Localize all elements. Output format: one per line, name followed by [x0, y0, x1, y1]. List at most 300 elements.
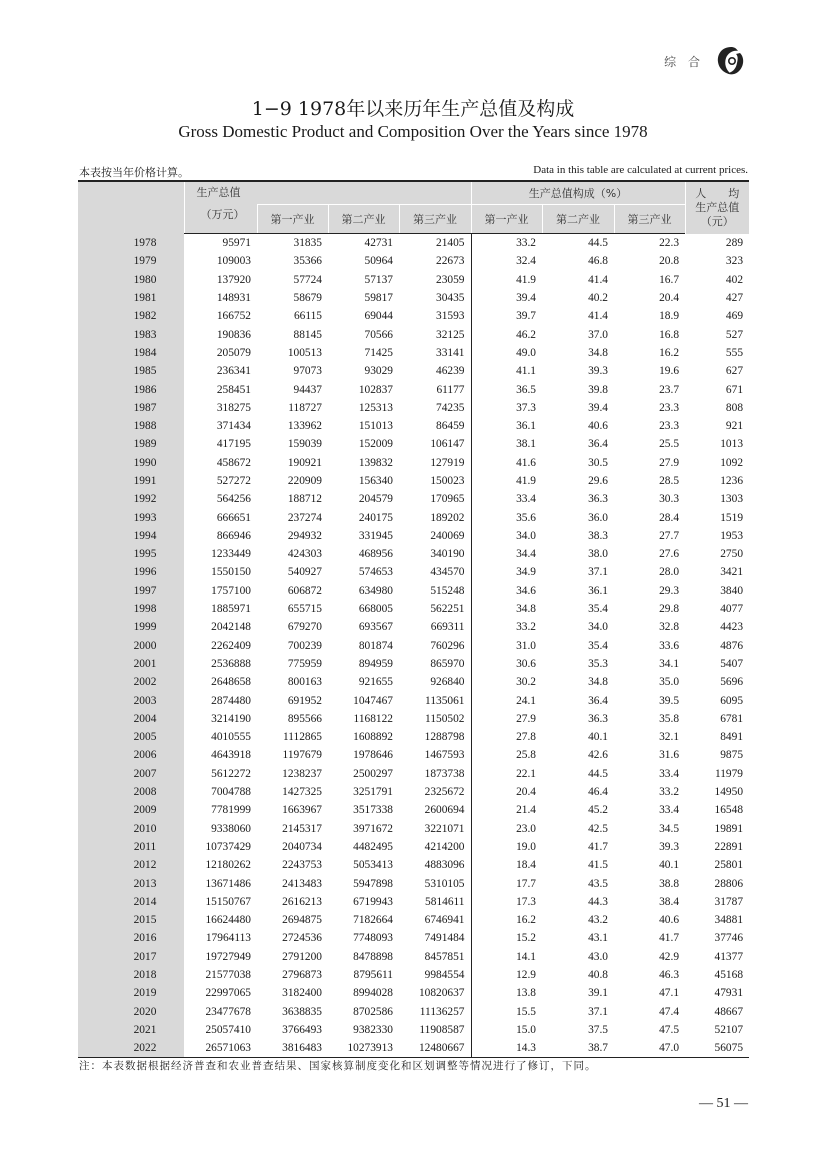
- gdp-tertiary-cell: 240069: [430, 529, 465, 542]
- per-capita-cell: 6781: [720, 712, 744, 725]
- per-capita-cell: 41377: [714, 950, 744, 963]
- year-cell: 1981: [78, 289, 184, 307]
- comp-secondary-cell: 44.5: [588, 767, 608, 780]
- comp-primary-cell: 49.0: [471, 344, 542, 362]
- comp-tertiary-cell: 28.5: [659, 475, 680, 487]
- gdp-tertiary-cell: 21405: [436, 237, 465, 250]
- gdp-primary-cell: 188712: [287, 493, 322, 506]
- comp-primary-cell: 34.0: [471, 527, 542, 545]
- gdp-tertiary-cell: 3221071: [424, 822, 465, 835]
- gdp-primary-cell: 133962: [287, 420, 322, 433]
- note-en: Data in this table are calculated at current prices.: [533, 164, 748, 176]
- gdp-tertiary-cell: 106147: [430, 438, 465, 451]
- gdp-total-cell: 371434: [216, 420, 251, 433]
- note-cn: 本表按当年价格计算。: [79, 166, 189, 179]
- gdp-primary-cell: 237274: [287, 511, 322, 524]
- gdp-total-cell: 236341: [216, 365, 251, 378]
- comp-tertiary-cell: 47.0: [614, 1039, 685, 1058]
- gdp-total-cell: 1885971: [211, 603, 251, 616]
- comp-tertiary-header: 第三产业: [614, 205, 685, 234]
- gdp-primary-cell: 1427325: [282, 786, 322, 799]
- gdp-primary-cell: 1197679: [282, 749, 322, 762]
- comp-primary-cell: 15.5: [471, 1002, 542, 1020]
- gdp-secondary-cell: 1168122: [353, 712, 393, 725]
- comp-primary-cell: 27.8: [471, 728, 542, 746]
- per-capita-cell: 47931: [714, 987, 744, 1000]
- comp-primary-cell: 17.3: [471, 893, 542, 911]
- gdp-primary-cell: 2694875: [282, 914, 322, 927]
- comp-secondary-cell: 44.3: [588, 895, 608, 908]
- gdp-primary-cell: 2040734: [282, 840, 322, 853]
- gdp-secondary-cell: 71425: [364, 346, 393, 359]
- gdp-tertiary-header: 第三产业: [399, 205, 471, 234]
- year-cell: 1979: [78, 252, 184, 270]
- gdp-primary-cell: 2616213: [282, 895, 322, 908]
- composition-header: 生产总值构成（%）: [471, 181, 685, 205]
- per-capita-label-1: 人 均: [695, 186, 740, 200]
- comp-secondary-cell: 43.2: [588, 914, 608, 927]
- comp-primary-cell: 14.3: [471, 1039, 542, 1058]
- year-cell: 2011: [78, 838, 184, 856]
- comp-tertiary-cell: 16.8: [659, 328, 680, 341]
- year-cell: 2016: [78, 929, 184, 947]
- comp-tertiary-cell: 16.2: [659, 346, 680, 359]
- comp-tertiary-cell: 34.1: [659, 657, 680, 670]
- comp-tertiary-cell: 47.1: [659, 987, 680, 1000]
- gdp-secondary-cell: 57137: [364, 273, 393, 286]
- comp-tertiary-cell: 35.8: [659, 712, 680, 725]
- comp-tertiary-cell: 20.8: [659, 255, 680, 268]
- gdp-tertiary-cell: 12480667: [399, 1039, 471, 1058]
- gdp-secondary-cell: 10273913: [328, 1039, 399, 1058]
- comp-tertiary-cell: 20.4: [659, 292, 680, 305]
- gdp-total-cell: 5612272: [211, 767, 251, 780]
- gdp-total-cell: 4010555: [211, 731, 251, 744]
- per-capita-header: [685, 181, 749, 234]
- comp-secondary-cell: 36.3: [588, 712, 608, 725]
- comp-primary-cell: 36.5: [471, 380, 542, 398]
- table-row: [78, 454, 749, 472]
- table-row: [78, 325, 749, 343]
- table-row: [78, 490, 749, 508]
- year-cell: 1995: [78, 545, 184, 563]
- per-capita-cell: 2750: [720, 548, 744, 561]
- gdp-primary-cell: 606872: [287, 584, 322, 597]
- table-title-en: Gross Domestic Product and Composition Over the Years since 1978: [178, 122, 648, 141]
- comp-tertiary-cell: 33.2: [659, 786, 680, 799]
- table-row: [78, 966, 749, 984]
- per-capita-cell: 28806: [714, 877, 744, 890]
- gdp-secondary-cell: 152009: [358, 438, 393, 451]
- gdp-primary-cell: 2243753: [282, 859, 322, 872]
- year-cell: 1980: [78, 271, 184, 289]
- gdp-primary-cell: 220909: [287, 475, 322, 487]
- comp-secondary-cell: 39.8: [588, 383, 608, 396]
- comp-secondary-cell: 40.1: [588, 731, 608, 744]
- gdp-tertiary-cell: 2600694: [424, 804, 465, 817]
- comp-primary-cell: 15.0: [471, 1021, 542, 1039]
- comp-secondary-cell: 29.6: [588, 475, 608, 487]
- per-capita-label-3: （元）: [700, 214, 734, 228]
- gdp-total-cell: 3214190: [211, 712, 251, 725]
- gdp-total-cell: 22997065: [205, 987, 251, 1000]
- gdp-secondary-cell: 634980: [358, 584, 393, 597]
- gdp-secondary-cell: 3517338: [353, 804, 393, 817]
- comp-secondary-cell: 39.4: [588, 401, 608, 414]
- gdp-secondary-cell: 9382330: [353, 1023, 393, 1036]
- gdp-header-label: 生产总值: [196, 186, 241, 199]
- per-capita-cell: 555: [725, 346, 744, 359]
- comp-secondary-cell: 45.2: [588, 804, 608, 817]
- year-cell: 2014: [78, 893, 184, 911]
- comp-secondary-cell: 34.8: [588, 346, 608, 359]
- table-row: [78, 271, 749, 289]
- gdp-primary-cell: 159039: [287, 438, 322, 451]
- comp-primary-cell: 30.2: [471, 673, 542, 691]
- year-cell: 2012: [78, 856, 184, 874]
- comp-secondary-cell: 41.4: [588, 273, 608, 286]
- table-title-cn: 1−9 1978年以来历年生产总值及构成: [251, 98, 575, 120]
- comp-secondary-cell: 35.4: [588, 639, 608, 652]
- gdp-tertiary-cell: 2325672: [424, 786, 465, 799]
- per-capita-cell: 1303: [720, 493, 744, 506]
- comp-primary-cell: 33.4: [471, 490, 542, 508]
- year-cell: 1983: [78, 325, 184, 343]
- gdp-total-cell: 1757100: [211, 584, 251, 597]
- comp-primary-cell: 38.1: [471, 435, 542, 453]
- year-cell: 2010: [78, 820, 184, 838]
- gdp-primary-cell: 2724536: [282, 932, 322, 945]
- comp-secondary-cell: 35.4: [588, 603, 608, 616]
- year-cell: 1993: [78, 508, 184, 526]
- comp-primary-cell: 33.2: [471, 618, 542, 636]
- gdp-total-cell: 1550150: [211, 566, 251, 579]
- gdp-total-cell: 2042148: [211, 621, 251, 634]
- per-capita-cell: 1013: [720, 438, 744, 451]
- table-row: [78, 801, 749, 819]
- table-row: [78, 765, 749, 783]
- gdp-tertiary-cell: 61177: [436, 383, 465, 396]
- gdp-secondary-cell: 42731: [364, 237, 393, 250]
- comp-tertiary-cell: 29.8: [659, 603, 680, 616]
- comp-tertiary-cell: 32.8: [659, 621, 680, 634]
- comp-secondary-cell: 39.3: [588, 365, 608, 378]
- year-cell: 2019: [78, 984, 184, 1002]
- gdp-total-cell: 13671486: [205, 877, 251, 890]
- table-row: [78, 984, 749, 1002]
- gdp-primary-cell: 540927: [287, 566, 322, 579]
- per-capita-cell: 34881: [714, 914, 744, 927]
- comp-tertiary-cell: 35.0: [659, 676, 680, 689]
- year-cell: 2008: [78, 783, 184, 801]
- gdp-secondary-cell: 894959: [358, 657, 393, 670]
- table-row: [78, 929, 749, 947]
- gdp-total-cell: 9338060: [211, 822, 251, 835]
- comp-secondary-header: 第二产业: [542, 205, 614, 234]
- comp-secondary-cell: 36.4: [588, 694, 608, 707]
- gdp-total-cell: 7781999: [211, 804, 251, 817]
- gdp-primary-cell: 424303: [287, 548, 322, 561]
- gdp-secondary-cell: 8478898: [353, 950, 393, 963]
- gdp-tertiary-cell: 31593: [436, 310, 465, 323]
- gdp-tertiary-cell: 9984554: [424, 969, 465, 982]
- per-capita-cell: 25801: [714, 859, 744, 872]
- gdp-total-cell: 23477678: [205, 1005, 251, 1018]
- gdp-secondary-cell: 921655: [358, 676, 393, 689]
- gdp-secondary-cell: 693567: [358, 621, 393, 634]
- comp-primary-cell: 33.2: [471, 234, 542, 253]
- gdp-tertiary-cell: 562251: [430, 603, 465, 616]
- per-capita-cell: 1236: [720, 475, 744, 487]
- gdp-total-cell: 25057410: [205, 1023, 251, 1036]
- comp-primary-cell: 34.4: [471, 545, 542, 563]
- chapter-logo-icon: [714, 44, 748, 78]
- gdp-total-cell: 95971: [222, 237, 251, 250]
- comp-secondary-cell: 38.7: [542, 1039, 614, 1058]
- year-cell: 2020: [78, 1002, 184, 1020]
- year-cell: 2000: [78, 637, 184, 655]
- footnote: 注：本表数据根据经济普查和农业普查结果、国家核算制度变化和区划调整等情况进行了修订，下同。: [79, 1060, 597, 1072]
- comp-secondary-cell: 30.5: [588, 456, 608, 469]
- comp-tertiary-cell: 33.4: [659, 767, 680, 780]
- gdp-total-cell: 2874480: [211, 694, 251, 707]
- year-header: [78, 181, 184, 234]
- comp-tertiary-cell: 22.3: [659, 237, 680, 250]
- comp-primary-cell: 41.9: [471, 271, 542, 289]
- gdp-secondary-cell: 93029: [364, 365, 393, 378]
- per-capita-cell: 402: [725, 273, 744, 286]
- gdp-tertiary-cell: 8457851: [424, 950, 465, 963]
- gdp-secondary-cell: 59817: [364, 292, 393, 305]
- gdp-tertiary-cell: 1873738: [424, 767, 465, 780]
- gdp-primary-cell: 97073: [293, 365, 322, 378]
- table-row: [78, 655, 749, 673]
- comp-primary-cell: 37.3: [471, 399, 542, 417]
- per-capita-cell: 4077: [720, 603, 744, 616]
- gdp-tertiary-cell: 189202: [430, 511, 465, 524]
- year-cell: 1992: [78, 490, 184, 508]
- per-capita-cell: 5407: [720, 657, 744, 670]
- gdp-tertiary-cell: 5310105: [424, 877, 465, 890]
- per-capita-cell: 37746: [714, 932, 744, 945]
- year-cell: 1989: [78, 435, 184, 453]
- comp-primary-cell: 41.1: [471, 362, 542, 380]
- comp-tertiary-cell: 27.6: [659, 548, 680, 561]
- gdp-primary-cell: 57724: [293, 273, 322, 286]
- gdp-primary-cell: 1112865: [282, 731, 322, 744]
- comp-primary-cell: 34.9: [471, 563, 542, 581]
- table-row: [78, 710, 749, 728]
- gdp-total-cell: 17964113: [205, 932, 251, 945]
- year-cell: 2009: [78, 801, 184, 819]
- table-row: [78, 472, 749, 490]
- gdp-tertiary-cell: 11908587: [419, 1023, 465, 1036]
- comp-secondary-cell: 37.5: [588, 1023, 608, 1036]
- gdp-secondary-cell: 5947898: [353, 877, 393, 890]
- gdp-tertiary-cell: 150023: [430, 475, 465, 487]
- table-row: [78, 399, 749, 417]
- gdp-total-cell: 258451: [216, 383, 251, 396]
- year-cell: 1978: [78, 234, 184, 253]
- gdp-primary-cell: 655715: [287, 603, 322, 616]
- comp-primary-cell: 39.4: [471, 289, 542, 307]
- gdp-total-cell: 16624480: [205, 914, 251, 927]
- table-row: [78, 600, 749, 618]
- per-capita-cell: 671: [725, 383, 744, 396]
- year-cell: 2017: [78, 948, 184, 966]
- gdp-secondary-cell: 204579: [358, 493, 393, 506]
- year-cell: 2021: [78, 1021, 184, 1039]
- comp-primary-cell: 41.9: [471, 472, 542, 490]
- per-capita-cell: 56075: [685, 1039, 749, 1058]
- per-capita-cell: 3421: [720, 566, 744, 579]
- gdp-secondary-cell: 1608892: [353, 731, 393, 744]
- year-cell: 2004: [78, 710, 184, 728]
- gdp-tertiary-cell: 4883096: [424, 859, 465, 872]
- comp-tertiary-cell: 47.4: [659, 1005, 680, 1018]
- comp-secondary-cell: 43.0: [588, 950, 608, 963]
- gdp-primary-cell: 100513: [287, 346, 322, 359]
- per-capita-cell: 19891: [714, 822, 744, 835]
- per-capita-cell: 5696: [720, 676, 744, 689]
- comp-secondary-cell: 38.0: [588, 548, 608, 561]
- gdp-primary-cell: 895566: [287, 712, 322, 725]
- comp-tertiary-cell: 39.3: [659, 840, 680, 853]
- gdp-total-cell: 2648658: [211, 676, 251, 689]
- year-cell: 1986: [78, 380, 184, 398]
- gdp-primary-cell: 35366: [293, 255, 322, 268]
- table-row: [78, 344, 749, 362]
- gdp-primary-cell: 118727: [288, 401, 322, 414]
- per-capita-cell: 1953: [720, 529, 744, 542]
- comp-tertiary-cell: 40.1: [659, 859, 680, 872]
- year-cell: 2002: [78, 673, 184, 691]
- gdp-primary-cell: 88145: [293, 328, 322, 341]
- per-capita-cell: 14950: [714, 786, 744, 799]
- comp-tertiary-cell: 33.4: [659, 804, 680, 817]
- comp-tertiary-cell: 38.4: [659, 895, 680, 908]
- comp-secondary-cell: 40.2: [588, 292, 608, 305]
- gdp-unit-header: （万元）: [184, 205, 257, 234]
- gdp-secondary-cell: 7748093: [353, 932, 393, 945]
- year-cell: 1994: [78, 527, 184, 545]
- page-header: [664, 44, 748, 78]
- gdp-total-cell: 21577038: [205, 969, 251, 982]
- gdp-secondary-cell: 3971672: [353, 822, 393, 835]
- comp-tertiary-cell: 30.3: [659, 493, 680, 506]
- gdp-secondary-cell: 69044: [364, 310, 393, 323]
- gdp-tertiary-cell: 23059: [436, 273, 465, 286]
- gdp-total-cell: 4643918: [211, 749, 251, 762]
- comp-secondary-cell: 38.3: [588, 529, 608, 542]
- comp-tertiary-cell: 42.9: [659, 950, 680, 963]
- gdp-primary-cell: 3816483: [257, 1039, 328, 1058]
- gdp-primary-cell: 2791200: [282, 950, 322, 963]
- comp-secondary-cell: 36.0: [588, 511, 608, 524]
- per-capita-cell: 31787: [714, 895, 744, 908]
- gdp-primary-cell: 700239: [287, 639, 322, 652]
- per-capita-cell: 921: [725, 420, 744, 433]
- comp-primary-cell: 30.6: [471, 655, 542, 673]
- comp-primary-cell: 21.4: [471, 801, 542, 819]
- gdp-secondary-cell: 574653: [358, 566, 393, 579]
- table-row: [78, 728, 749, 746]
- gdp-tertiary-cell: 86459: [436, 420, 465, 433]
- gdp-primary-cell: 775959: [287, 657, 322, 670]
- gdp-primary-cell: 3638835: [282, 1005, 322, 1018]
- per-capita-cell: 16548: [714, 804, 744, 817]
- comp-secondary-cell: 36.1: [588, 584, 608, 597]
- gdp-total-cell: 417195: [216, 438, 251, 451]
- comp-secondary-cell: 37.1: [588, 1005, 608, 1018]
- table-row: [78, 508, 749, 526]
- per-capita-cell: 808: [725, 401, 744, 414]
- year-cell: 2001: [78, 655, 184, 673]
- gdp-tertiary-cell: 127919: [430, 456, 465, 469]
- gdp-tertiary-cell: 926840: [430, 676, 465, 689]
- comp-secondary-cell: 42.6: [588, 749, 608, 762]
- gdp-total-cell: 15150767: [205, 895, 251, 908]
- comp-secondary-cell: 40.6: [588, 420, 608, 433]
- year-cell: 2013: [78, 874, 184, 892]
- year-cell: 1997: [78, 582, 184, 600]
- table-row: [78, 856, 749, 874]
- gdp-primary-cell: 94437: [293, 383, 322, 396]
- table-row: [78, 252, 749, 270]
- per-capita-cell: 6095: [720, 694, 744, 707]
- comp-secondary-cell: 36.3: [588, 493, 608, 506]
- comp-secondary-cell: 35.3: [588, 657, 608, 670]
- gdp-table: [78, 180, 749, 1058]
- comp-secondary-cell: 44.5: [588, 237, 608, 250]
- gdp-tertiary-cell: 760296: [430, 639, 465, 652]
- gdp-total-cell: 2262409: [211, 639, 251, 652]
- gdp-secondary-cell: 139832: [358, 456, 393, 469]
- gdp-secondary-cell: 125313: [358, 401, 393, 414]
- per-capita-cell: 289: [725, 236, 744, 249]
- year-cell: 2007: [78, 765, 184, 783]
- gdp-tertiary-cell: 1467593: [424, 749, 465, 762]
- comp-tertiary-cell: 28.4: [659, 511, 680, 524]
- gdp-primary-cell: 31835: [293, 237, 322, 250]
- per-capita-cell: 8491: [720, 731, 744, 744]
- table-row: [78, 673, 749, 691]
- gdp-tertiary-cell: 10820637: [418, 987, 465, 1000]
- comp-secondary-cell: 39.1: [588, 987, 608, 1000]
- gdp-secondary-cell: 668005: [358, 603, 393, 616]
- comp-tertiary-cell: 31.6: [659, 749, 680, 762]
- comp-tertiary-cell: 19.6: [659, 365, 680, 378]
- gdp-secondary-cell: 5053413: [353, 859, 393, 872]
- comp-tertiary-cell: 23.3: [659, 420, 680, 433]
- gdp-secondary-cell: 8702586: [353, 1005, 393, 1018]
- per-capita-cell: 427: [725, 292, 744, 305]
- comp-tertiary-cell: 47.5: [659, 1023, 680, 1036]
- gdp-secondary-cell: 331945: [358, 529, 393, 542]
- gdp-primary-cell: 2796873: [282, 969, 322, 982]
- per-capita-cell: 527: [725, 328, 744, 341]
- gdp-total-cell: 527272: [216, 475, 251, 487]
- comp-secondary-cell: 37.1: [588, 566, 608, 579]
- year-cell: 2005: [78, 728, 184, 746]
- table-row: [78, 1021, 749, 1039]
- gdp-tertiary-cell: 515248: [430, 584, 465, 597]
- gdp-total-cell: 166752: [216, 310, 251, 323]
- comp-secondary-cell: 46.8: [588, 255, 608, 268]
- comp-tertiary-cell: 41.7: [659, 932, 680, 945]
- comp-primary-header: 第一产业: [471, 205, 542, 234]
- gdp-tertiary-cell: 170965: [430, 493, 465, 506]
